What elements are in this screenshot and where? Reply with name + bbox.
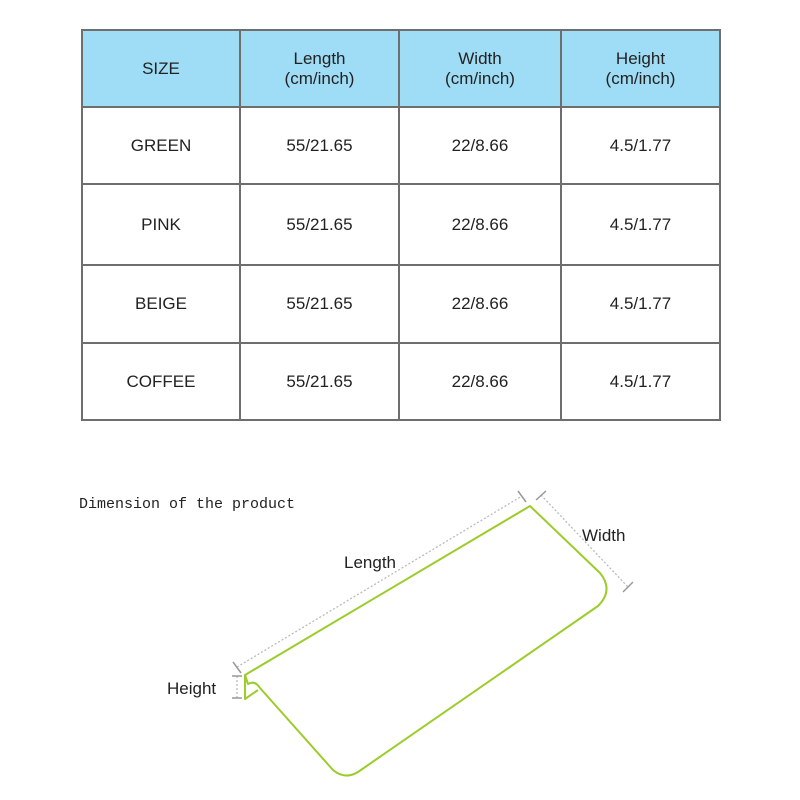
size-table [81, 29, 721, 421]
table-row [82, 343, 720, 420]
cell-width: 22/8.66 [399, 107, 561, 184]
cell-color: GREEN [82, 107, 240, 184]
cell-height: 4.5/1.77 [561, 265, 720, 343]
table-header-row [82, 30, 720, 107]
cell-color: COFFEE [82, 343, 240, 420]
cell-color: BEIGE [82, 265, 240, 343]
cell-length: 55/21.65 [240, 184, 399, 265]
product-outline [245, 506, 607, 776]
product-dimension-diagram [0, 440, 800, 800]
header-height-unit: (cm/inch) [605, 68, 676, 88]
diagram-caption: Dimension of the product [79, 496, 296, 513]
table-row [82, 184, 720, 265]
width-label: Width [582, 526, 626, 545]
table-row [82, 265, 720, 343]
cell-width: 22/8.66 [399, 184, 561, 265]
header-length-unit: (cm/inch) [284, 68, 355, 88]
header-size [82, 30, 240, 107]
cell-height: 4.5/1.77 [561, 343, 720, 420]
header-size-label: SIZE [142, 58, 180, 78]
header-width [399, 30, 561, 107]
header-width-unit: (cm/inch) [445, 68, 515, 88]
cell-width: 22/8.66 [399, 265, 561, 343]
cell-width: 22/8.66 [399, 343, 561, 420]
header-width-label: Width [458, 48, 502, 68]
table-row [82, 107, 720, 184]
cell-length: 55/21.65 [240, 343, 399, 420]
height-label: Height [167, 679, 217, 698]
height-dimension-line [232, 676, 242, 698]
length-label: Length [344, 553, 396, 572]
cell-height: 4.5/1.77 [561, 107, 720, 184]
cell-length: 55/21.65 [240, 107, 399, 184]
header-height-label: Height [615, 48, 666, 68]
cell-height: 4.5/1.77 [561, 184, 720, 265]
header-length-label: Length [293, 48, 346, 68]
cell-color: PINK [82, 184, 240, 265]
header-length [240, 30, 399, 107]
header-height [561, 30, 720, 107]
cell-length: 55/21.65 [240, 265, 399, 343]
